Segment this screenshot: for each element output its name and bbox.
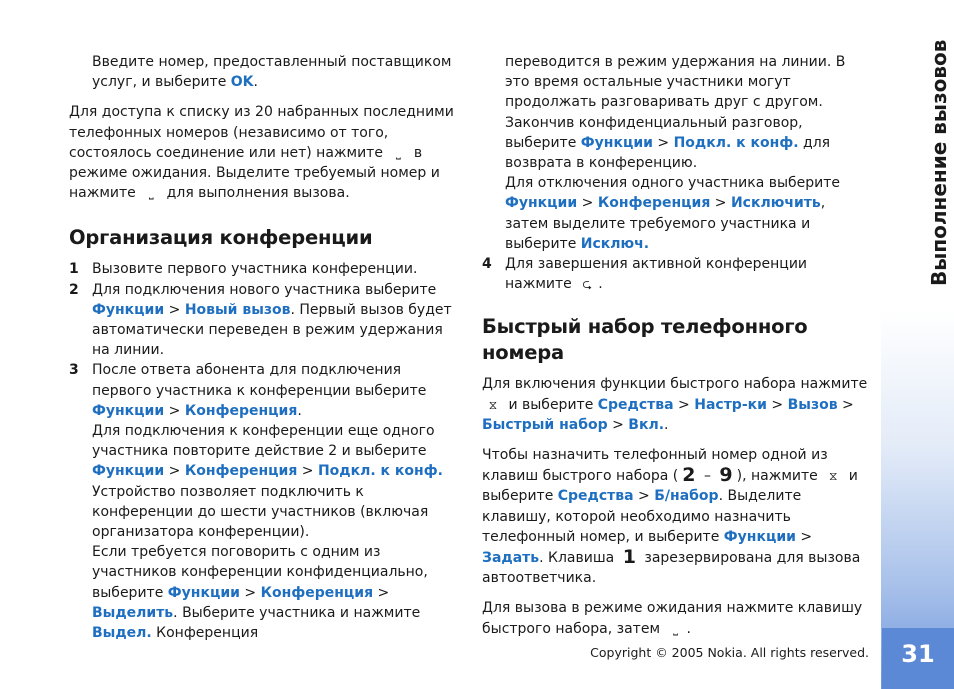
menu-path: Настр-ки bbox=[694, 396, 767, 413]
menu-path: Функции bbox=[92, 402, 165, 419]
menu-path: Исключить bbox=[730, 195, 821, 212]
step-item bbox=[69, 259, 461, 279]
text: . Первый вызов будет автоматически переведен в режим удержания на линии. bbox=[92, 301, 452, 359]
text: Вызовите первого участника конференции. bbox=[92, 261, 418, 278]
step-number: 2 bbox=[69, 281, 79, 298]
text: > bbox=[164, 301, 185, 318]
section-heading: Быстрый набор телефонного номера bbox=[482, 315, 808, 365]
menu-key-icon: ⧖ bbox=[488, 397, 498, 412]
text: для возврата в конференцию. bbox=[505, 134, 831, 172]
menu-path: Подкл. к конф. bbox=[673, 134, 799, 151]
menu-path: Средства bbox=[597, 396, 674, 413]
softkey-label: Выдел. bbox=[92, 625, 152, 642]
text: > bbox=[607, 416, 629, 433]
paragraph bbox=[92, 542, 461, 643]
call-key-icon: ⎵ bbox=[396, 145, 401, 160]
text: . bbox=[598, 276, 603, 293]
section-heading: Организация конференции bbox=[69, 226, 373, 250]
menu-path: Конференция bbox=[184, 463, 298, 480]
text: Для подключения нового участника выберите bbox=[92, 281, 437, 298]
text: Для вызова в режиме ожидания нажмите клавишу быстрого набора, затем bbox=[482, 600, 863, 637]
left-column bbox=[69, 52, 461, 643]
text: Чтобы назначить телефонный номер одной из клавиш быстрого набора ( bbox=[482, 447, 828, 485]
menu-path: Функции bbox=[167, 584, 240, 601]
text: . bbox=[297, 402, 302, 419]
menu-path: Функции bbox=[92, 301, 165, 318]
text: для выполнения вызова. bbox=[162, 185, 350, 202]
menu-path: Новый вызов bbox=[184, 301, 291, 318]
text: Для подключения к конференции еще одного участника повторите действие 2 и выберите bbox=[92, 423, 435, 460]
paragraph bbox=[92, 421, 461, 482]
step-item bbox=[69, 280, 461, 361]
menu-path: Средства bbox=[557, 488, 634, 505]
softkey-label: Исключ. bbox=[580, 235, 650, 252]
menu-path: Задать bbox=[482, 550, 540, 567]
menu-path: Подкл. к конф. bbox=[317, 463, 443, 480]
menu-path: Вкл. bbox=[628, 416, 665, 433]
page-number: 31 bbox=[901, 640, 935, 668]
call-key-icon: ⎵ bbox=[673, 621, 678, 636]
text: > bbox=[673, 396, 695, 413]
softkey-label: OK bbox=[230, 74, 254, 91]
text: Для завершения активной конференции нажмите bbox=[505, 256, 808, 293]
text: и выберите bbox=[504, 396, 598, 413]
paragraph bbox=[482, 445, 870, 588]
text: После ответа абонента для подключения первого участника к конференции выберите bbox=[92, 362, 427, 399]
menu-path: Выделить bbox=[92, 604, 174, 621]
paragraph bbox=[505, 52, 870, 173]
menu-path: Функции bbox=[723, 528, 796, 545]
step-item bbox=[482, 254, 870, 294]
key-9-icon: 9 bbox=[719, 464, 733, 487]
text: . bbox=[686, 620, 691, 637]
text: Для доступа к списку из 20 набранных последними телефонных номеров (независимо от того, состоялось соединение или нет) нажмите bbox=[69, 104, 454, 161]
text: Для включения функции быстрого набора нажмите bbox=[482, 376, 868, 393]
step-number: 3 bbox=[69, 362, 79, 379]
key-2-icon: 2 bbox=[682, 464, 696, 487]
text: . Клавиша bbox=[539, 550, 619, 567]
text: Введите номер, предоставленный поставщиком услуг, и выберите bbox=[92, 54, 452, 91]
paragraph bbox=[482, 374, 870, 435]
text: переводится в режим удержания на линии. В это время остальные участники могут продолжать разговаривать друг с другом. Закончив конфиденциальный разговор, выберите bbox=[505, 54, 846, 151]
menu-path: Функции bbox=[580, 134, 653, 151]
chapter-title-text: Выполнение вызовов bbox=[927, 39, 951, 286]
end-key-icon: ⮎ bbox=[582, 277, 593, 292]
menu-path: Функции bbox=[505, 195, 578, 212]
menu-path: Конференция bbox=[184, 402, 298, 419]
paragraph bbox=[482, 598, 870, 638]
right-column bbox=[482, 52, 870, 639]
text: > bbox=[710, 195, 731, 212]
step-item bbox=[69, 360, 461, 643]
menu-path: Конференция bbox=[597, 195, 711, 212]
copyright-notice: Copyright © 2005 Nokia. All rights reserved. bbox=[590, 645, 869, 660]
menu-path: Быстрый набор bbox=[482, 416, 608, 433]
paragraph bbox=[69, 102, 461, 203]
text: > bbox=[373, 584, 390, 601]
text: > bbox=[164, 402, 185, 419]
text: > bbox=[795, 528, 813, 545]
menu-path: Б/набор bbox=[654, 488, 719, 505]
step-number: 1 bbox=[69, 261, 79, 278]
step-number: 4 bbox=[482, 256, 492, 273]
text: Для отключения одного участника выберите bbox=[505, 175, 841, 192]
paragraph bbox=[69, 52, 461, 92]
text: > bbox=[297, 463, 318, 480]
call-key-icon: ⎵ bbox=[148, 186, 154, 201]
text: – bbox=[699, 468, 716, 485]
paragraph bbox=[505, 173, 870, 254]
text: > bbox=[652, 134, 674, 151]
text: . Выберите участника и нажмите bbox=[173, 604, 421, 621]
text: . bbox=[253, 74, 258, 91]
text: и выберите bbox=[482, 468, 858, 505]
step-continuation bbox=[482, 52, 870, 254]
text: ), нажмите bbox=[736, 468, 823, 485]
chapter-title bbox=[925, 39, 953, 286]
menu-path: Вызов bbox=[787, 396, 838, 413]
text: , затем выделите требуемого участника и выберите bbox=[505, 195, 826, 252]
text: > bbox=[633, 488, 655, 505]
text: в режиме ожидания. Выделите требуемый номер и нажмите bbox=[69, 144, 440, 202]
menu-path: Функции bbox=[92, 463, 165, 480]
text: . bbox=[664, 416, 669, 433]
text: > bbox=[766, 396, 788, 413]
paragraph: Устройство позволяет подключить к конференции до шести участников (включая организатора конференции). bbox=[92, 483, 429, 541]
text: > bbox=[239, 584, 261, 601]
text: > bbox=[837, 396, 854, 413]
text: зарезервирована для вызова автоответчика. bbox=[482, 550, 861, 587]
menu-path: Конференция bbox=[260, 584, 374, 601]
menu-key-icon: ⧖ bbox=[829, 469, 838, 484]
key-1-icon: 1 bbox=[622, 546, 636, 569]
text: . Выделите клавишу, которой необходимо назначить телефонный номер, и выберите bbox=[482, 488, 802, 545]
text: Если требуется поговорить с одним из участников конференции конфиденциально, выберите bbox=[92, 544, 428, 601]
text: > bbox=[164, 463, 185, 480]
text: > bbox=[577, 195, 598, 212]
text: Конференция bbox=[151, 625, 259, 642]
